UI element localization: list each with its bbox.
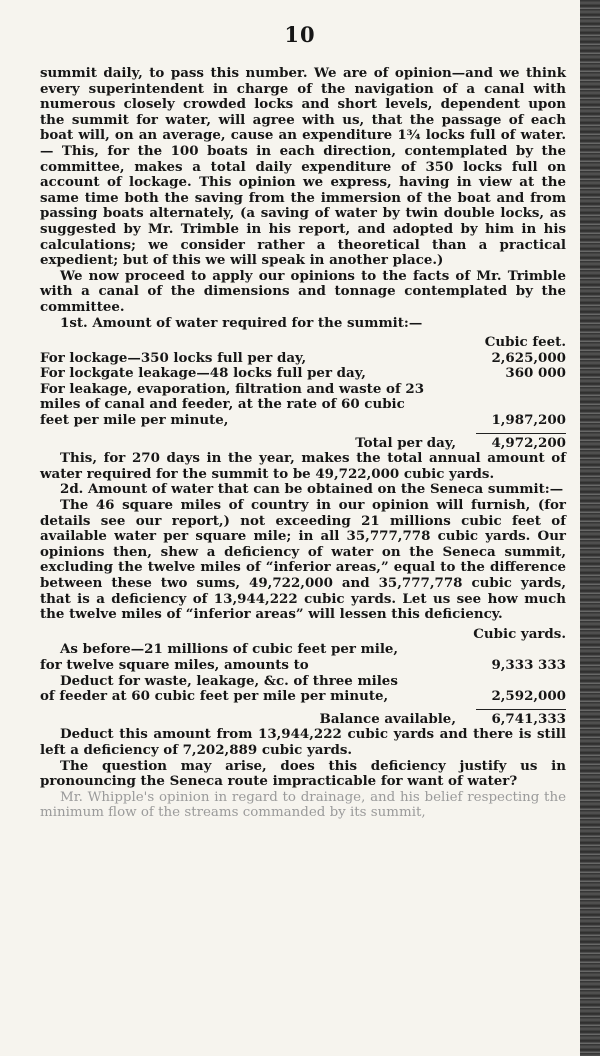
paragraph-faded-line: Mr. Whipple's opinion in regard to drainage, and his belief respecting the minimum flow of the streams commanded by its summit, [40, 789, 566, 821]
paragraph-question: The question may arise, does this deficiency justify us in pronouncing the Seneca route impracticable for want of water? [40, 757, 566, 790]
table1-row [40, 351, 566, 367]
table2-row [40, 674, 566, 705]
book-binding-edge [580, 0, 600, 1056]
table1-row [40, 382, 566, 429]
table1-total-label: Total per day, [355, 434, 456, 451]
paragraph-lockage-opinion: summit daily, to pass this number. We are of opinion—and we think every superintendent in charge of the navigation of a canal with numerous closely crowded locks and short levels, dependent upon the summit for water, will agree with us, that the passage of each boat will, on an average, cause an expenditure 1¾ locks full of water.— This, for the 100 boats in each direction, contemplated by the committee, makes a total daily expenditure of 350 locks full on account of lockage. This opinion we express, having in view at the same time both the saving from the immersion of the boat and from passing boats alternately, (a saving of water by twin double locks, as suggested by Mr. Trimble in his report, and adopted by him in his calculations; we consider rather a theoretical than a practical expedient; but of this we will speak in another place.) [40, 65, 566, 269]
table2-balance-label: Balance available, [319, 710, 456, 727]
paragraph-apply-opinions: We now proceed to apply our opinions to the facts of Mr. Trimble with a canal of the dimensions and tonnage contemplated by the committee. [40, 267, 566, 315]
page-body [40, 66, 566, 821]
table1-value: 360 000 [505, 365, 566, 382]
table2-balance-value: 6,741,333 [491, 710, 566, 727]
table1-value: 1,987,200 [491, 412, 566, 429]
table1-total-row [40, 436, 566, 452]
table2-label: Deduct for waste, leakage, &c. of three miles of feeder at 60 cubic feet per mile per minute, [40, 672, 398, 705]
paragraph-annual-amount: This, for 270 days in the year, makes the total annual amount of water required for the summit to be 49,722,000 cubic yards. [40, 450, 566, 482]
table1-total-value: 4,972,200 [491, 434, 566, 451]
table1-value: 2,625,000 [491, 349, 566, 366]
table2-row [40, 642, 566, 673]
table2-value: 2,592,000 [491, 688, 566, 705]
table1-label: For lockage—350 locks full per day, [40, 349, 307, 366]
table2-label: As before—21 millions of cubic feet per mile, for twelve square miles, amounts to [40, 641, 399, 673]
table2-balance-row [40, 712, 566, 728]
table2-unit: Cubic yards. [473, 625, 566, 642]
sum-rule [476, 709, 566, 710]
paragraph-seneca-deficiency: The 46 square miles of country in our opinion will furnish, (for details see our report,) not exceeding 21 millions cubic feet of available water per square mile; in all 35,777,778 cubic yards. Our opinions then, shew a deficiency of water on the Seneca summit, excluding the twelve miles of “inferior areas,” equal to the difference between these two sums, 49,722,000 and 35,777,778 cubic yards, that is a deficiency of 13,944,222 cubic yards. Let us see how much the twelve miles of “inferior areas” will lessen this deficiency. [40, 497, 566, 623]
table1-unit: Cubic feet. [484, 334, 566, 351]
paragraph-remaining-deficiency: Deduct this amount from 13,944,222 cubic yards and there is still left a deficiency of 7,202,889 cubic yards. [40, 726, 566, 758]
page-number: 10 [284, 22, 316, 47]
heading-water-required: 1st. Amount of water required for the summit:— [60, 314, 423, 331]
table1-label: For leakage, evaporation, filtration and waste of 23 miles of canal and feeder, at the rate of 60 cubic feet per mile per minute, [40, 380, 425, 429]
sum-rule [476, 433, 566, 434]
table1-label: For lockgate leakage—48 locks full per day, [40, 365, 366, 382]
table2-value: 9,333 333 [491, 656, 566, 673]
heading-water-obtained: 2d. Amount of water that can be obtained on the Seneca summit:— [60, 481, 564, 498]
table1-row [40, 366, 566, 382]
